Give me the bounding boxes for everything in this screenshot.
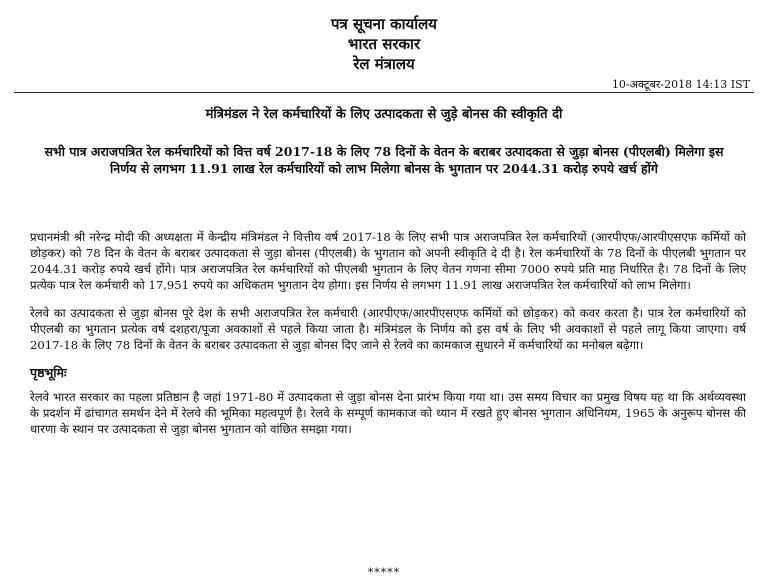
ministry-name: रेल मंत्रालय	[353, 55, 415, 73]
release-title: मंत्रिमंडल ने रेल कर्मचारियों के लिए उत्पादकता से जुड़े बोनस की स्वीकृति दी	[205, 107, 563, 122]
background-paragraph: रेलवे भारत सरकार का पहला प्रतिष्ठान है जहां 1971-80 में उत्पादकता से जुड़ा बोनस देना प्रारंभ किया गया था। उस समय विचार का प्रमुख विषय यह था कि अर्थव्यवस्था के प्रदर्शन में ढांचागत समर्थन देने में रेलवे की भूमिका महत्वपूर्ण है। रेलवे के सम्पूर्ण कामकाज को ध्यान में रखते हुए बोनस भुगतान अधिनियम, 1965 के अनुरूप बोनस की धारणा के स्थान पर उत्पादकता से जुड़ा बोनस भुगतान को वांछित समझा गया।	[30, 390, 746, 436]
release-body	[30, 229, 746, 449]
background-heading: पृष्ठभूमिः	[30, 365, 67, 380]
office-header	[0, 14, 768, 74]
body-paragraph-1: प्रधानमंत्री श्री नरेन्द्र मोदी की अध्यक्षता में केन्द्रीय मंत्रिमंडल ने वित्तीय वर्ष 2017-18 के लिए सभी पात्र अराजपत्रित रेल कर्मचारियों (आरपीएफ/आरपीएसएफ कर्मियों को छोड़कर) को 78 दिन के वेतन के बराबर उत्पादकता से जुड़ा बोनस (पीएलबी) के भुगतान को अपनी स्वीकृति दे दी है। रेल कर्मचारियों के 78 दिनों के पीएलबी भुगतान पर 2044.31 करोड़ रुपये खर्च होंगे। पात्र अराजपत्रित रेल कर्मचारियों को पीएलबी भुगतान के लिए वेतन गणना सीमा 7000 रुपये प्रति माह निर्धारित है। 78 दिनों के लिए प्रत्येक पात्र रेल कर्मचारी को 17,951 रुपये का अधिकतम भुगतान देय होगा। इस निर्णय से लगभग 11.91 लाख अराजपत्रित रेल कर्मचारियों को लाभ मिलेगा।	[30, 230, 746, 292]
body-paragraph-2: रेलवे का उत्पादकता से जुड़ा बोनस पूरे देश के सभी अराजपत्रित रेल कर्मचारी (आरपीएफ/आरपीएसएफ कर्मियों को छोड़कर) को कवर करता है। पात्र रेल कर्मचारियों को पीएलबी का भुगतान प्रत्येक वर्ष दशहरा/पूजा अवकाशों से पहले किया जाता है। मंत्रिमंडल के निर्णय को इस वर्ष के लिए भी अवकाशों से पहले लागू किया जाएगा। वर्ष 2017-18 के लिए 78 दिनों के वेतन के बराबर उत्पादकता से जुड़ा बोनस दिए जाने से रेलवे का कामकाज सुधारने में कर्मचारियों का मनोबल बढ़ेगा।	[30, 306, 746, 352]
government-name: भारत सरकार	[347, 35, 421, 53]
release-timestamp: 10-अक्टूबर-2018 14:13 IST	[611, 78, 750, 91]
office-name: पत्र सूचना कार्यालय	[331, 15, 437, 33]
header-divider	[14, 92, 754, 93]
end-of-release-mark: *****	[367, 566, 401, 579]
release-subtitle: सभी पात्र अराजपत्रित रेल कर्मचारियों को वित्त वर्ष 2017-18 के लिए 78 दिनों के वेतन के बराबर उत्पादकता से जुड़ा बोनस (पीएलबी) मिलेगा इस निर्णय से लगभग 11.91 लाख रेल कर्मचारियों को लाभ मिलेगा बोनस के भुगतान पर 2044.31 करोड़ रुपये खर्च होंगे	[44, 144, 724, 176]
